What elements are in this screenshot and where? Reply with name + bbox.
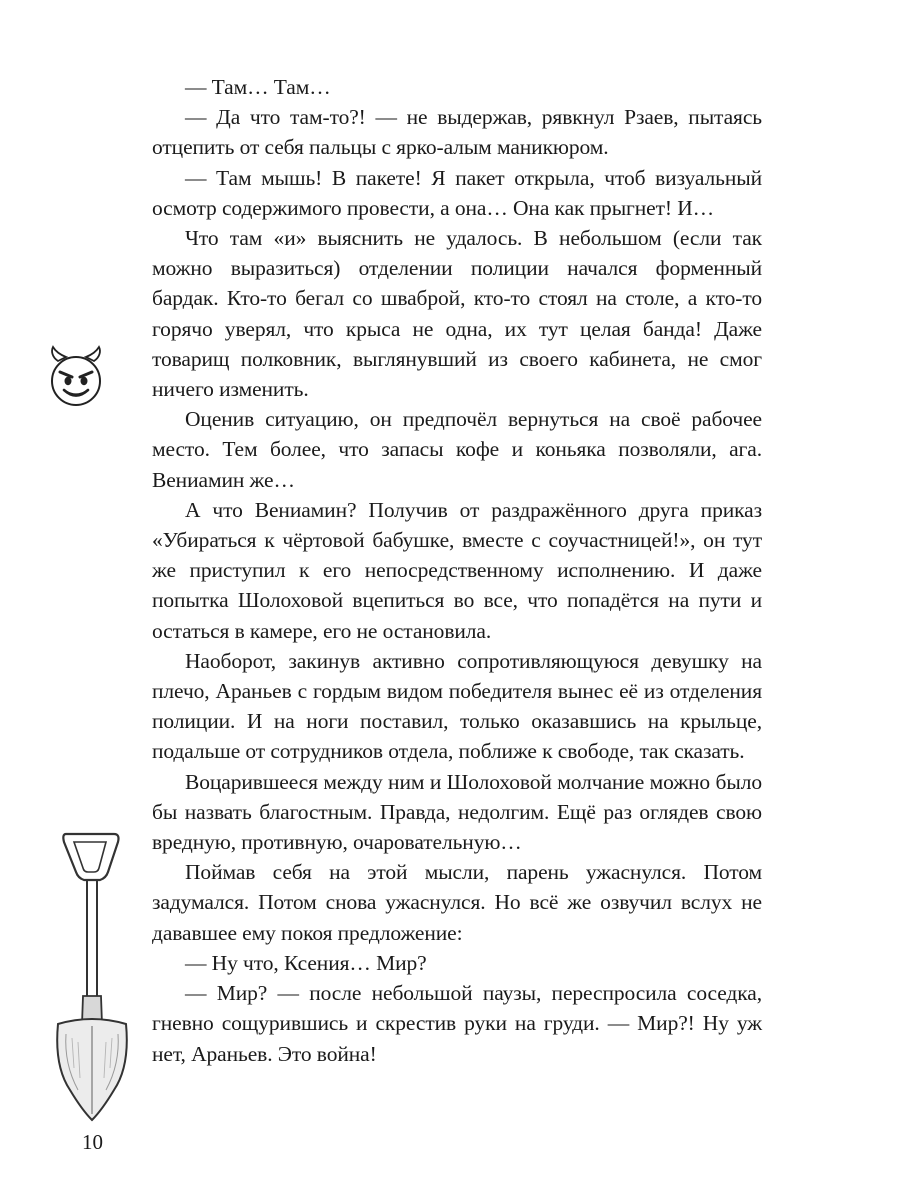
- paragraph: — Мир? — после небольшой паузы, переспросила соседка, гневно сощурившись и скрестив руки на груди. — Мир?! Ну уж нет, Араньев. Это война!: [152, 981, 762, 1066]
- paragraph: — Ну что, Ксения… Мир?: [185, 950, 427, 975]
- paragraph: — Да что там-то?! — не выдержав, рявкнул Рзаев, пытаясь отцепить от себя пальцы с ярко-алым маникюром.: [152, 105, 762, 160]
- paragraph: — Там мышь! В пакете! Я пакет открыла, чтоб визуальный осмотр содержимого провести, а она… Она как прыгнет! И…: [152, 165, 762, 220]
- paragraph: Оценив ситуацию, он предпочёл вернуться на своё рабочее место. Тем более, что запасы кофе и коньяка позволяли, ага. Вениамин же…: [152, 407, 762, 492]
- paragraph: Наоборот, закинув активно сопротивляющуюся девушку на плечо, Араньев с гордым видом победителя вынес её из отделения полиции. И на ноги поставил, только оказавшись на крыльце, подальше от сотрудников отдела, поближе к свободе, так сказать.: [152, 648, 762, 764]
- paragraph: — Там… Там…: [185, 75, 331, 99]
- devil-emoji-icon: [44, 345, 108, 409]
- page-number: 10: [82, 1130, 103, 1154]
- shovel-icon: [44, 828, 140, 1124]
- paragraph: А что Вениамин? Получив от раздражённого друга приказ «Убираться к чёртовой бабушке, вместе с соучастницей!», он тут же приступил к его непосредственному исполнению. И даже попытка Шолоховой вцепиться во все, что попадётся на пути и остаться в камере, его не остановила.: [152, 497, 762, 643]
- paragraph: Что там «и» выяснить не удалось. В небольшом (если так можно выразиться) отделении полиции начался форменный бардак. Кто-то бегал со шваброй, кто-то стоял на столе, а кто-то горячо уверял, что крыса не одна, их тут целая банда! Даже товарищ полковник, выглянувший из своего кабинета, не смог ничего изменить.: [152, 226, 762, 402]
- paragraph: Поймав себя на этой мысли, парень ужаснулся. Потом задумался. Потом снова ужаснулся. Но всё же озвучил вслух не дававшее ему покоя предложение:: [152, 860, 762, 945]
- body-text: [152, 72, 762, 1069]
- paragraph: Воцарившееся между ним и Шолоховой молчание можно было бы назвать благостным. Правда, недолгим. Ещё раз оглядев свою вредную, противную, очаровательную…: [152, 769, 762, 855]
